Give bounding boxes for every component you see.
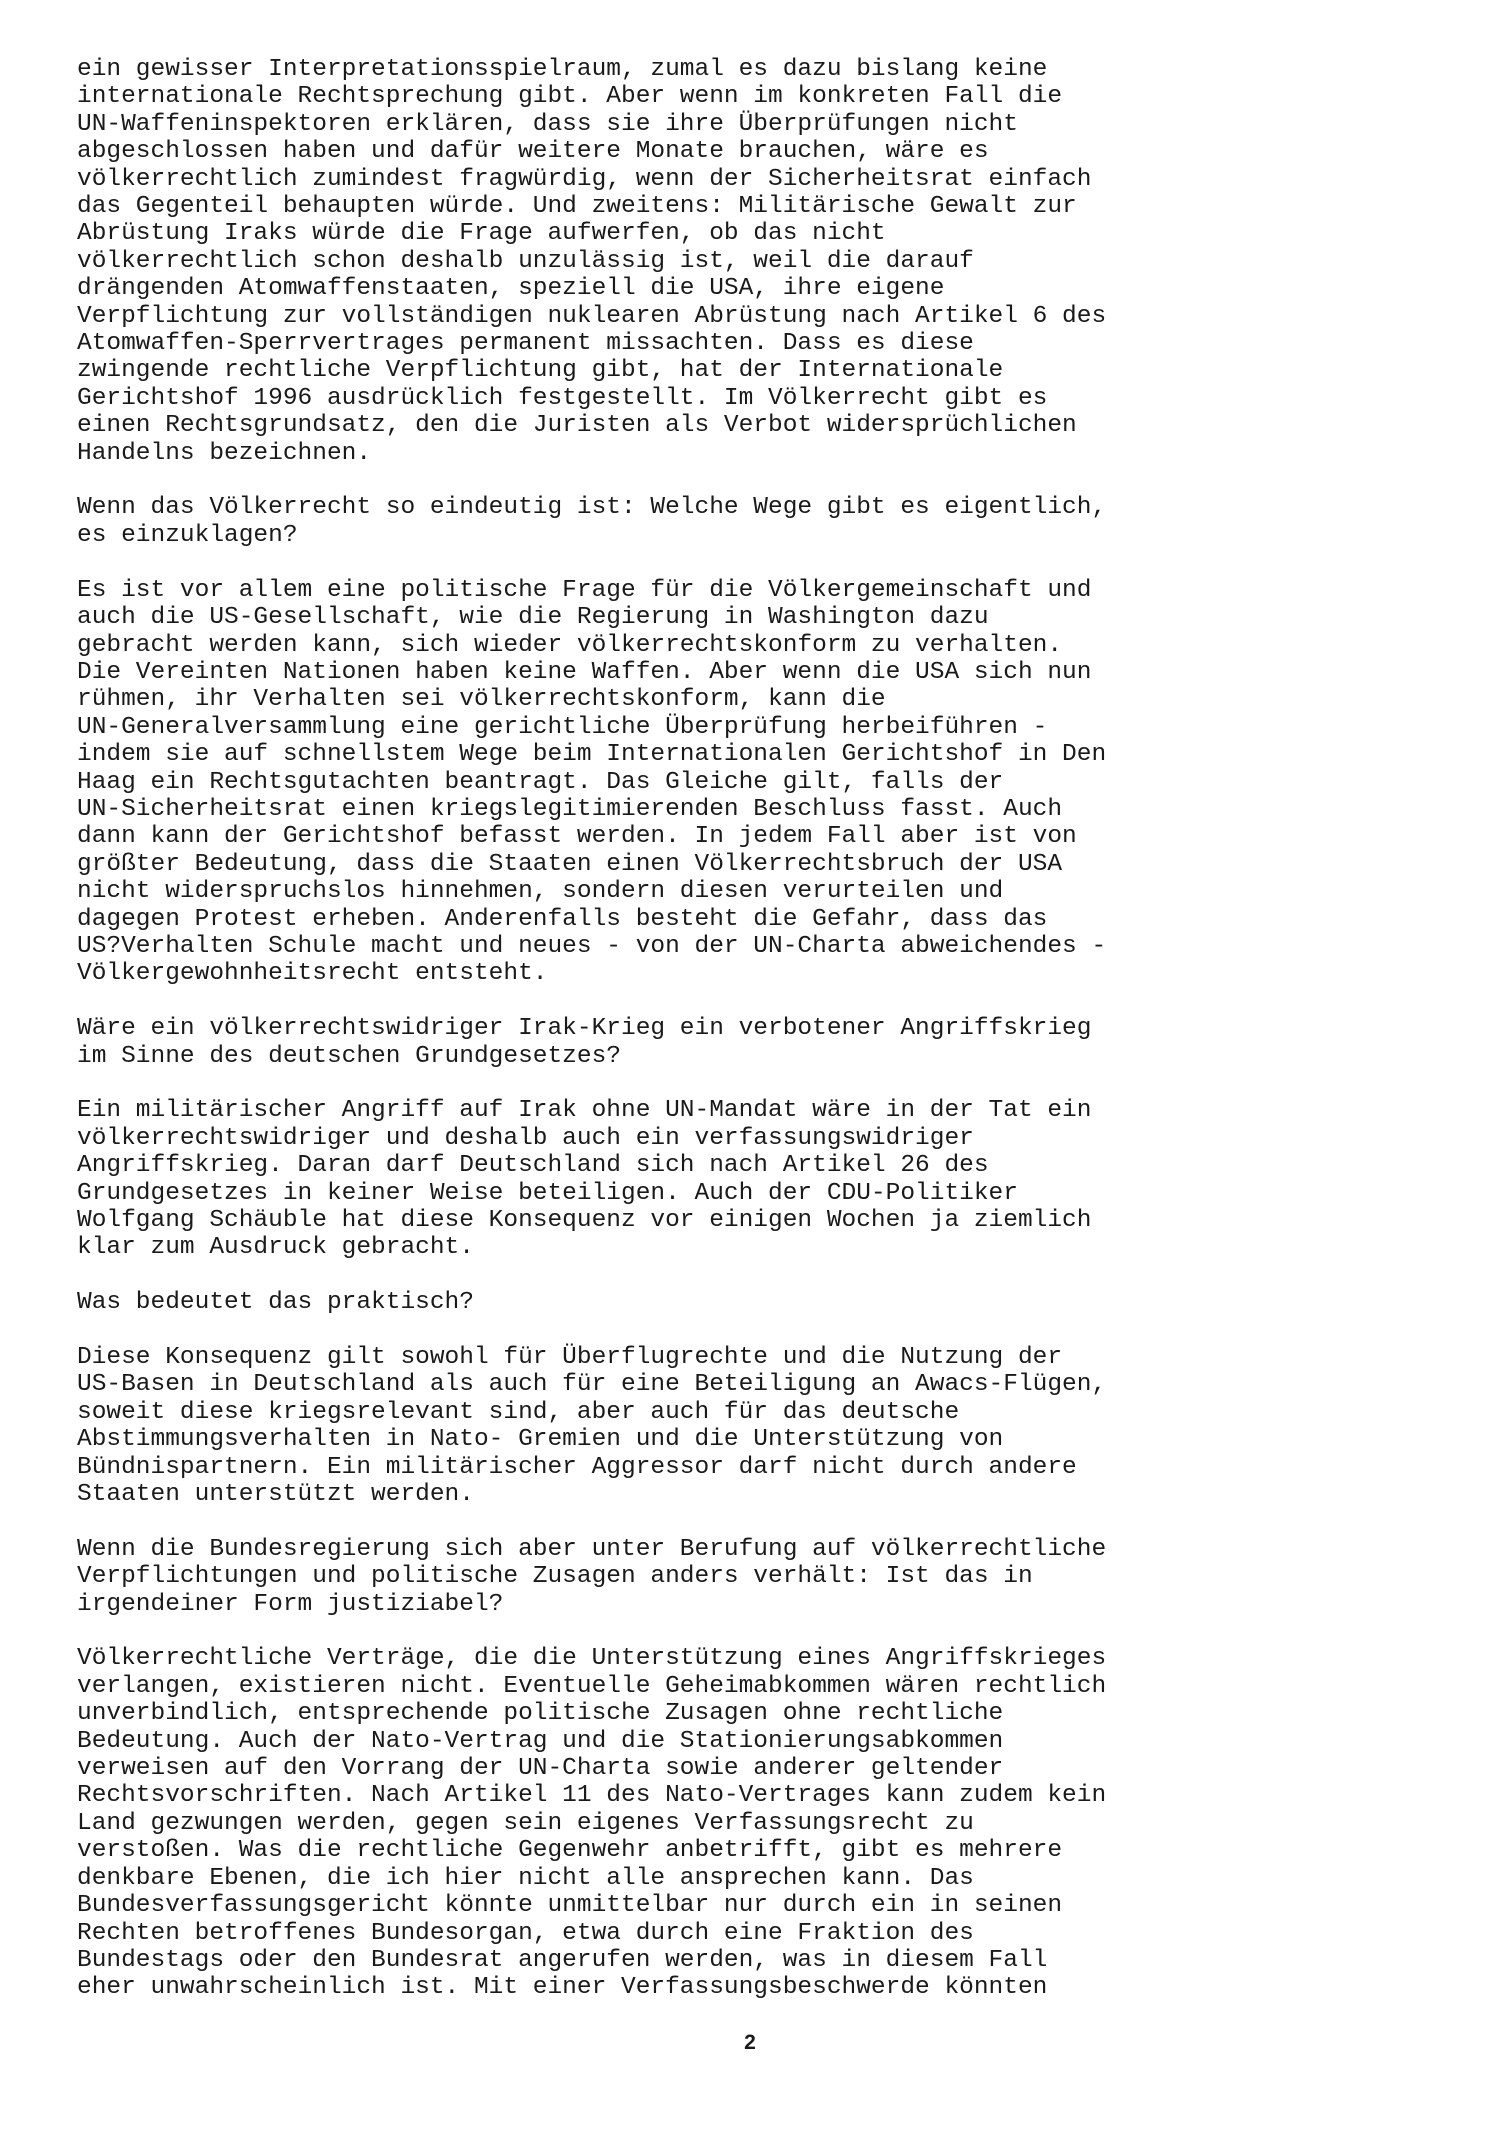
text-line: Diese Konsequenz gilt sowohl für Überflugrechte und die Nutzung der: [77, 1344, 1063, 1371]
text-line: gebracht werden kann, sich wieder völkerrechtskonform zu verhalten.: [77, 631, 1063, 659]
text-line: Bundesverfassungsgericht könnte unmittelbar nur durch ein in seinen: [77, 1892, 1063, 1920]
text-line: dagegen Protest erheben. Anderenfalls besteht die Gefahr, dass das: [77, 905, 1048, 933]
text-line: Bundestags oder den Bundesrat angerufen werden, was in diesem Fall: [77, 1946, 1048, 1974]
interview-question: [77, 1289, 1277, 1316]
text-line: völkerrechtlich schon deshalb unzulässig ist, weil die darauf: [77, 247, 974, 275]
text-line: Bündnispartnern. Ein militärischer Aggressor darf nicht durch andere: [77, 1453, 1077, 1481]
text-line: Völkergewohnheitsrecht entsteht.: [77, 960, 548, 988]
text-line: UN-Waffeninspektoren erklären, dass sie ihre Überprüfungen nicht: [77, 110, 1018, 138]
text-line: klar zum Ausdruck gebracht.: [77, 1234, 474, 1262]
text-line: Es ist vor allem eine politische Frage für die Völkergemeinschaft und: [77, 576, 1092, 604]
text-line: Wolfgang Schäuble hat diese Konsequenz vor einigen Wochen ja ziemlich: [77, 1207, 1092, 1234]
interview-answer: [77, 1344, 1277, 1508]
text-line: Was bedeutet das praktisch?: [77, 1289, 474, 1317]
text-line: Rechten betroffenes Bundesorgan, etwa durch eine Fraktion des: [77, 1919, 974, 1947]
text-line: zwingende rechtliche Verpflichtung gibt, hat der Internationale: [77, 357, 1004, 385]
text-line: einen Rechtsgrundsatz, den die Juristen als Verbot widersprüchlichen: [77, 412, 1077, 440]
text-line: internationale Rechtsprechung gibt. Aber wenn im konkreten Fall die: [77, 83, 1063, 111]
interview-question: [77, 1015, 1277, 1070]
text-line: verlangen, existieren nicht. Eventuelle Geheimabkommen wären rechtlich: [77, 1672, 1107, 1700]
text-line: im Sinne des deutschen Grundgesetzes?: [77, 1042, 621, 1070]
text-line: Völkerrechtliche Verträge, die die Unterstützung eines Angriffskrieges: [77, 1645, 1107, 1673]
text-line: auch die US-Gesellschaft, wie die Regierung in Washington dazu: [77, 604, 989, 632]
text-line: soweit diese kriegsrelevant sind, aber auch für das deutsche: [77, 1398, 960, 1426]
text-line: Abrüstung Iraks würde die Frage aufwerfen, ob das nicht: [77, 220, 886, 248]
text-line: verstoßen. Was die rechtliche Gegenwehr anbetrifft, gibt es mehrere: [77, 1837, 1063, 1865]
text-line: das Gegenteil behaupten würde. Und zweitens: Militärische Gewalt zur: [77, 193, 1077, 221]
text-line: nicht widerspruchslos hinnehmen, sondern diesen verurteilen und: [77, 878, 1004, 906]
interview-question: [77, 1536, 1277, 1618]
text-line: unverbindlich, entsprechende politische Zusagen ohne rechtliche: [77, 1700, 1004, 1728]
text-line: US?Verhalten Schule macht und neues - von der UN-Charta abweichendes -: [77, 932, 1107, 960]
text-line: Rechtsvorschriften. Nach Artikel 11 des Nato-Vertrages kann zudem kein: [77, 1782, 1107, 1810]
text-line: Grundgesetzes in keiner Weise beteiligen. Auch der CDU-Politiker: [77, 1179, 1018, 1207]
text-line: Gerichtshof 1996 ausdrücklich festgestellt. Im Völkerrecht gibt es: [77, 384, 1048, 412]
interview-question: [77, 494, 1277, 549]
text-line: eher unwahrscheinlich ist. Mit einer Verfassungsbeschwerde könnten: [77, 1974, 1048, 2002]
text-line: Haag ein Rechtsgutachten beantragt. Das Gleiche gilt, falls der: [77, 768, 1004, 796]
text-line: abgeschlossen haben und dafür weitere Monate brauchen, wäre es: [77, 138, 989, 166]
text-line: Abstimmungsverhalten in Nato- Gremien und die Unterstützung von: [77, 1426, 1004, 1454]
text-line: dann kann der Gerichtshof befasst werden. In jedem Fall aber ist von: [77, 823, 1077, 851]
text-line: irgendeiner Form justiziabel?: [77, 1590, 504, 1618]
text-line: Wenn die Bundesregierung sich aber unter Berufung auf völkerrechtliche: [77, 1535, 1107, 1563]
text-line: rühmen, ihr Verhalten sei völkerrechtskonform, kann die: [77, 686, 886, 714]
text-line: verweisen auf den Vorrang der UN-Charta sowie anderer geltender: [77, 1755, 1004, 1783]
text-line: Ein militärischer Angriff auf Irak ohne UN-Mandat wäre in der Tat ein: [77, 1097, 1092, 1125]
text-line: Staaten unterstützt werden.: [77, 1481, 474, 1509]
text-line: Handelns bezeichnen.: [77, 439, 372, 467]
interview-answer: [77, 56, 1277, 467]
text-line: Angriffskrieg. Daran darf Deutschland sich nach Artikel 26 des: [77, 1152, 989, 1180]
interview-answer: [77, 577, 1277, 988]
text-line: drängenden Atomwaffenstaaten, speziell die USA, ihre eigene: [77, 275, 945, 303]
text-line: größter Bedeutung, dass die Staaten einen Völkerrechtsbruch der USA: [77, 850, 1063, 878]
text-line: UN-Sicherheitsrat einen kriegslegitimierenden Beschluss fasst. Auch: [77, 795, 1063, 823]
text-line: indem sie auf schnellstem Wege beim Internationalen Gerichtshof in Den: [77, 741, 1107, 769]
interview-answer: [77, 1097, 1277, 1261]
text-line: Atomwaffen-Sperrvertrages permanent missachten. Dass es diese: [77, 330, 974, 358]
text-line: UN-Generalversammlung eine gerichtliche Überprüfung herbeiführen -: [77, 713, 1048, 741]
text-line: Verpflichtungen und politische Zusagen anders verhält: Ist das in: [77, 1563, 1033, 1591]
text-line: Bedeutung. Auch der Nato-Vertrag und die Stationierungsabkommen: [77, 1727, 1004, 1755]
text-line: völkerrechtswidriger und deshalb auch ein verfassungswidriger: [77, 1124, 974, 1152]
text-line: Wäre ein völkerrechtswidriger Irak-Krieg ein verbotener Angriffskrieg: [77, 1015, 1092, 1043]
text-line: Wenn das Völkerrecht so eindeutig ist: Welche Wege gibt es eigentlich,: [77, 494, 1107, 522]
text-line: US-Basen in Deutschland als auch für eine Beteiligung an Awacs-Flügen,: [77, 1371, 1107, 1399]
text-line: Land gezwungen werden, gegen sein eigenes Verfassungsrecht zu: [77, 1809, 974, 1837]
text-line: ein gewisser Interpretationsspielraum, zumal es dazu bislang keine: [77, 56, 1048, 83]
text-line: es einzuklagen?: [77, 521, 298, 549]
interview-answer: [77, 1645, 1277, 2001]
text-line: denkbare Ebenen, die ich hier nicht alle ansprechen kann. Das: [77, 1864, 974, 1892]
document-body: [77, 56, 1277, 2029]
page-number: 2: [744, 2031, 756, 2054]
text-line: völkerrechtlich zumindest fragwürdig, wenn der Sicherheitsrat einfach: [77, 165, 1092, 193]
text-line: Verpflichtung zur vollständigen nuklearen Abrüstung nach Artikel 6 des: [77, 302, 1107, 330]
text-line: Die Vereinten Nationen haben keine Waffen. Aber wenn die USA sich nun: [77, 658, 1092, 686]
